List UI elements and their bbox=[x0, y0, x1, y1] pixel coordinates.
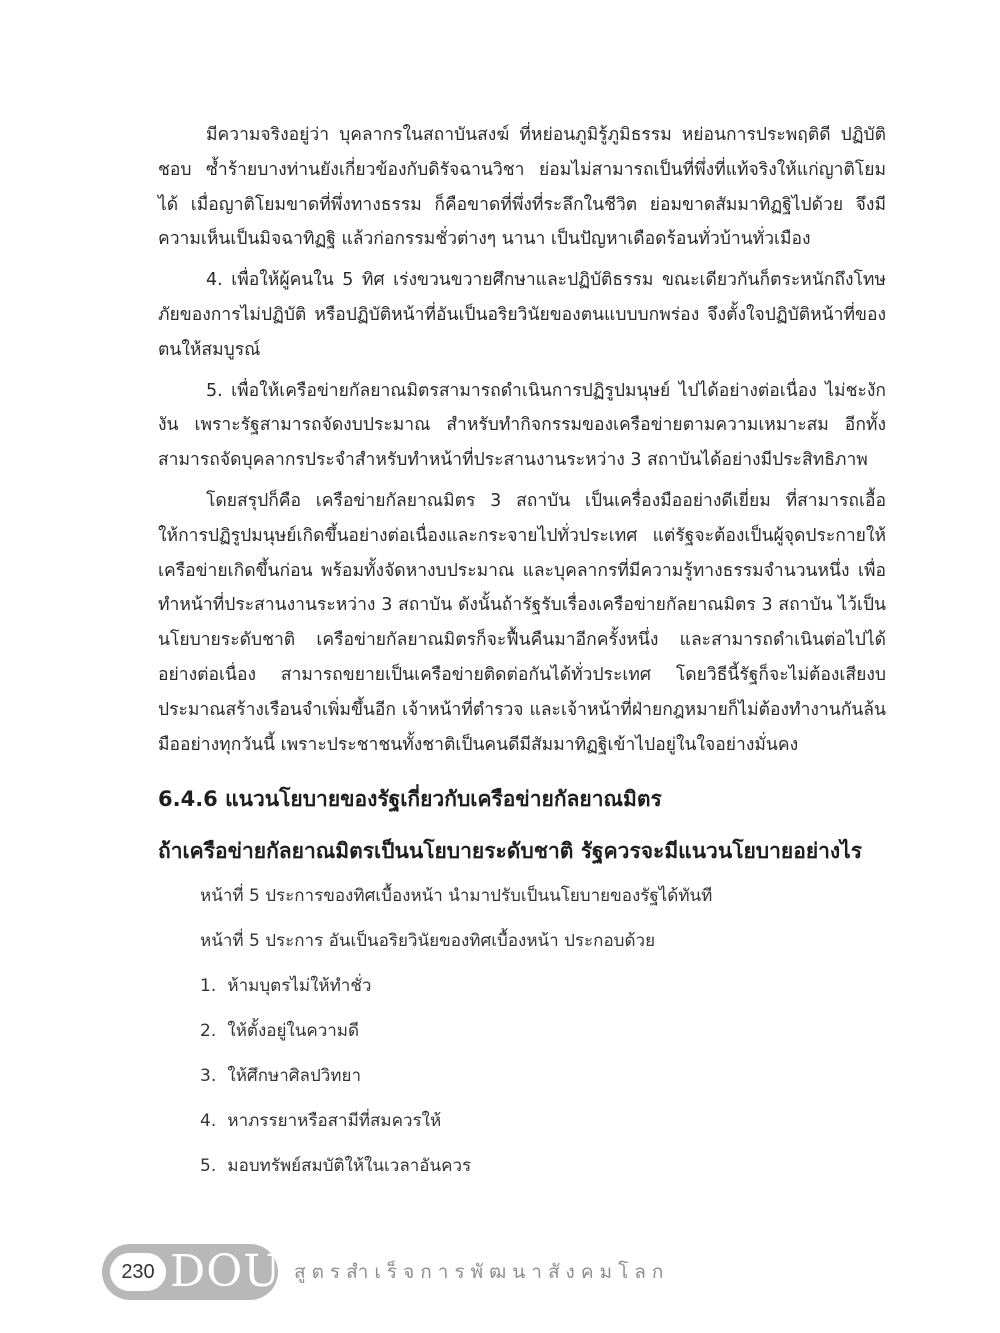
list-item bbox=[200, 1144, 886, 1189]
page-number: 230 bbox=[110, 1253, 166, 1291]
paragraph-1: มีความจริงอยู่ว่า บุคลากรในสถาบันสงฆ์ ที่หย่อนภูมิรู้ภูมิธรรม หย่อนการประพฤติดี ปฏิบัติชอบ ซ้ำร้ายบางท่านยังเกี่ยวข้องกับดิรัจฉานวิชา ย่อมไม่สามารถเป็นที่พึ่งที่แท้จริงให้แก่ญาติโยมได้ เมื่อญาติโยมขาดที่พึ่งทางธรรม ก็คือขาดที่พึ่งที่ระลึกในชีวิต ย่อมขาดสัมมาทิฏฐิไปด้วย จึงมีความเห็นเป็นมิจฉาทิฏฐิ แล้วก่อกรรมชั่วต่างๆ นานา เป็นปัญหาเดือดร้อนทั่วบ้านทั่วเมือง bbox=[158, 125, 886, 250]
list-item bbox=[200, 1099, 886, 1144]
list-item-text: หาภรรยาหรือสามีที่สมควรให้ bbox=[227, 1111, 442, 1132]
paragraph-4: โดยสรุปก็คือ เครือข่ายกัลยาณมิตร 3 สถาบัน เป็นเครื่องมืออย่างดีเยี่ยม ที่สามารถเอื้อให้การปฏิรูปมนุษย์เกิดขึ้นอย่างต่อเนื่องและกระจายไปทั่วประเทศ แต่รัฐจะต้องเป็นผู้จุดประกายให้เครือข่ายเกิดขึ้นก่อน พร้อมทั้งจัดหางบประมาณ และบุคลากรที่มีความรู้ทางธรรมจำนวนหนึ่ง เพื่อทำหน้าที่ประสานงานระหว่าง 3 สถาบัน ดังนั้นถ้ารัฐรับเรื่องเครือข่ายกัลยาณมิตร 3 สถาบัน ไว้เป็นนโยบายระดับชาติ เครือข่ายกัลยาณมิตรก็จะฟื้นคืนมาอีกครั้งหนึ่ง และสามารถดำเนินต่อไปได้อย่างต่อเนื่อง สามารถขยายเป็นเครือข่ายติดต่อกันได้ทั่วประเทศ โดยวิธีนี้รัฐก็จะไม่ต้องเสียงบประมาณสร้างเรือนจำเพิ่มขึ้นอีก เจ้าหน้าที่ตำรวจ และเจ้าหน้าที่ฝ่ายกฎหมายก็ไม่ต้องทำงานกันล้นมืออย่างทุกวันนี้ เพราะประชาชนทั้งชาติเป็นคนดีมีสัมมาทิฏฐิเข้าไปอยู่ในใจอย่างมั่นคง bbox=[158, 490, 886, 755]
footer-badge bbox=[102, 1244, 282, 1300]
section-question: ถ้าเครือข่ายกัลยาณมิตรเป็นนโยบายระดับชาติ รัฐควรจะมีแนวนโยบายอย่างไร bbox=[158, 839, 863, 864]
list-item bbox=[200, 1054, 886, 1099]
list-item bbox=[200, 964, 886, 1009]
intro-line-2: หน้าที่ 5 ประการ อันเป็นอริยวินัยของทิศเบื้องหน้า ประกอบด้วย bbox=[200, 931, 656, 952]
list-item-number: 5. bbox=[200, 1156, 217, 1177]
list-item-number: 2. bbox=[200, 1021, 217, 1042]
list-item-text: มอบทรัพย์สมบัติให้ในเวลาอันควร bbox=[227, 1156, 472, 1177]
book-title: สูตรสำเร็จการพัฒนาสังคมโลก bbox=[294, 1261, 670, 1283]
list-item-number: 3. bbox=[200, 1066, 217, 1087]
intro-line-1: หน้าที่ 5 ประการของทิศเบื้องหน้า นำมาปรับเป็นนโยบายของรัฐได้ทันที bbox=[200, 886, 713, 907]
list-item bbox=[200, 1009, 886, 1054]
list-item-text: ให้ศึกษาศิลปวิทยา bbox=[227, 1066, 362, 1087]
paragraph-2: 4. เพื่อให้ผู้คนใน 5 ทิศ เร่งขวนขวายศึกษาและปฏิบัติธรรม ขณะเดียวกันก็ตระหนักถึงโทษภัยของการไม่ปฏิบัติ หรือปฏิบัติหน้าที่อันเป็นอริยวินัยของตนแบบบกพร่อง จึงตั้งใจปฏิบัติหน้าที่ของตนให้สมบูรณ์ bbox=[158, 270, 886, 360]
list-item-number: 1. bbox=[200, 976, 217, 997]
dou-logo: DOU bbox=[170, 1246, 282, 1297]
page-content bbox=[158, 118, 886, 1189]
paragraph-3: 5. เพื่อให้เครือข่ายกัลยาณมิตรสามารถดำเนินการปฏิรูปมนุษย์ ไปได้อย่างต่อเนื่อง ไม่ชะงักงัน เพราะรัฐสามารถจัดงบประมาณ สำหรับทำกิจกรรมของเครือข่ายตามความเหมาะสม อีกทั้งสามารถจัดบุคลากรประจำสำหรับทำหน้าที่ประสานงานระหว่าง 3 สถาบันได้อย่างมีประสิทธิภาพ bbox=[158, 380, 886, 471]
list-item-text: ให้ตั้งอยู่ในความดี bbox=[227, 1021, 360, 1042]
list-item-text: ห้ามบุตรไม่ให้ทำชั่ว bbox=[227, 976, 372, 997]
section-heading: 6.4.6 แนวนโยบายของรัฐเกี่ยวกับเครือข่ายกัลยาณมิตร bbox=[158, 787, 662, 812]
page-footer bbox=[102, 1244, 670, 1300]
duties-list bbox=[158, 964, 886, 1189]
list-item-number: 4. bbox=[200, 1111, 217, 1132]
